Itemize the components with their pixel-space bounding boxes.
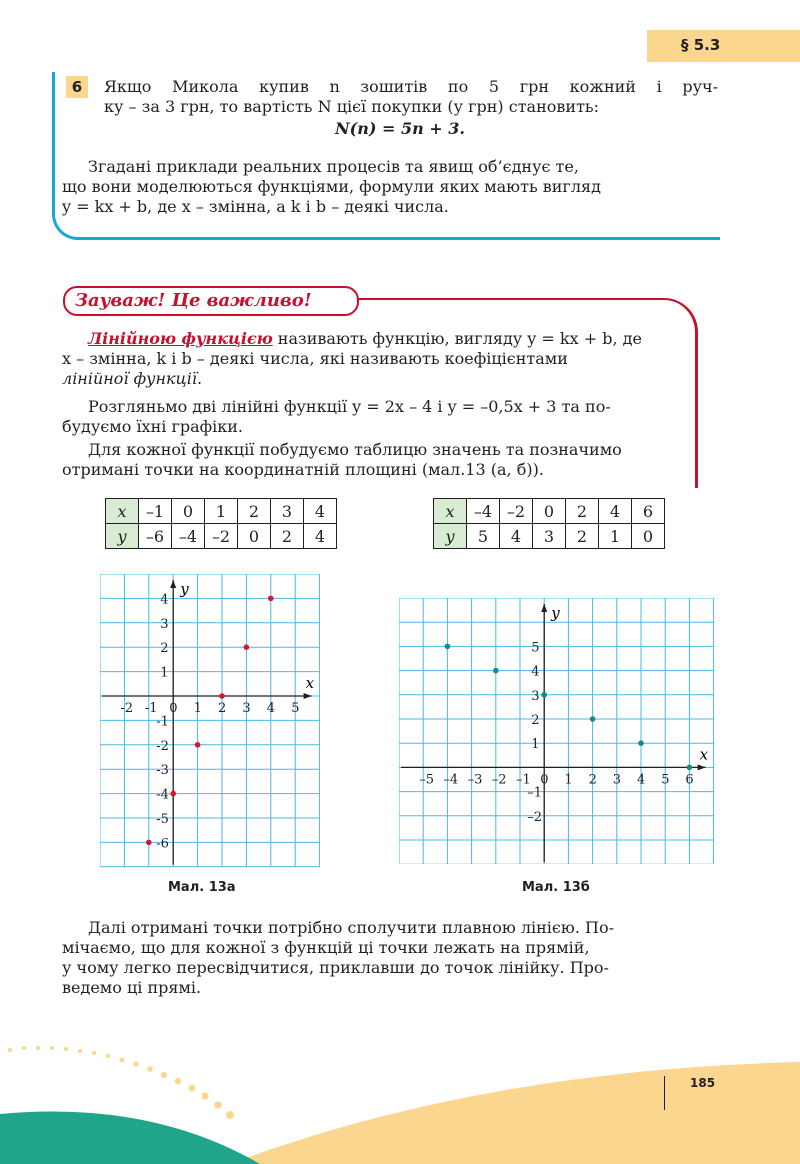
table-b-x-cell: –4: [467, 499, 500, 524]
x-tick-label: 3: [612, 772, 622, 788]
data-point: [445, 644, 451, 650]
x-tick-label: 1: [193, 701, 202, 716]
table-a-y-cell: 2: [271, 524, 304, 549]
y-tick-label: 2: [531, 713, 540, 728]
y-axis-label: y: [551, 604, 560, 622]
table-b-x-cell: 6: [632, 499, 665, 524]
x-tick-label: 4: [266, 701, 276, 716]
task-line-2: ку – за 3 грн, то вартість N цієї покупки (у грн) становить:: [104, 97, 600, 116]
footer-green-wave: [0, 1111, 260, 1164]
table-a-y-cell: 0: [238, 524, 271, 549]
data-point: [638, 740, 644, 746]
data-point: [219, 693, 225, 699]
data-point: [244, 644, 250, 650]
x-tick-label: 4: [637, 772, 646, 788]
y-tick-label: 1: [531, 737, 540, 753]
y-tick-label: 4: [531, 664, 540, 680]
page-number-divider: [664, 1076, 665, 1110]
table-a-y-cell: 4: [304, 524, 337, 549]
table-b-x-cell: 2: [566, 499, 599, 524]
data-point: [195, 742, 201, 748]
x-tick-label: 1: [564, 772, 573, 788]
graph-b: [399, 598, 715, 864]
table-a-x-cell: 3: [271, 499, 304, 524]
x-axis-label: x: [699, 745, 709, 764]
y-tick-label: –2: [527, 809, 542, 825]
data-point: [493, 668, 499, 674]
table-a-x-header: x: [106, 499, 139, 524]
x-tick-label: 3: [242, 701, 251, 716]
values-table-b: [433, 498, 665, 549]
table-b-y-header: y: [434, 524, 467, 549]
paragraph-2-line-2: будуємо їхні графіки.: [62, 417, 243, 436]
caption-graph-b: Мал. 13б: [522, 880, 590, 895]
note-title: Зауваж! Це важливо!: [63, 286, 359, 316]
x-tick-label: –4: [443, 772, 459, 788]
y-axis-arrow: [170, 580, 176, 588]
paragraph-2-line-1: Розгляньмо дві лінійні функції y = 2x – 4 і y = –0,5x + 3 та по-: [88, 397, 611, 416]
definition-line-3: лінійної функції.: [62, 369, 203, 388]
table-b-x-cell: 0: [533, 499, 566, 524]
y-tick-label: -4: [156, 787, 169, 803]
y-axis-label: y: [180, 580, 189, 598]
table-a-x-cell: –1: [139, 499, 172, 524]
closing-line-1: Далі отримані точки потрібно сполучити плавною лінією. По-: [88, 918, 614, 937]
x-tick-label: –5: [419, 772, 434, 788]
y-tick-label: -1: [156, 714, 169, 730]
definition-term: Лінійною функцією: [88, 329, 273, 348]
x-tick-label: 5: [291, 701, 300, 716]
page-number: 185: [690, 1076, 716, 1090]
table-a-y-cell: –4: [172, 524, 205, 549]
data-point: [590, 716, 596, 722]
y-tick-label: –1: [527, 785, 542, 801]
data-point: [146, 840, 152, 846]
values-table-a: [105, 498, 337, 549]
table-b-x-cell: –2: [500, 499, 533, 524]
decorative-footer: [0, 1030, 800, 1164]
y-tick-label: -2: [156, 738, 169, 754]
x-axis-arrow: [698, 764, 706, 770]
y-tick-label: 3: [531, 688, 540, 704]
x-tick-label: -1: [144, 701, 158, 716]
closing-line-3: у чому легко пересвідчитися, приклавши до точок лінійку. Про-: [62, 958, 609, 977]
y-tick-label: 4: [160, 592, 169, 608]
table-a-x-cell: 0: [172, 499, 205, 524]
x-tick-label: –1: [516, 772, 531, 788]
x-tick-label: –2: [491, 772, 507, 788]
task-para-2: що вони моделюються функціями, формули яких мають вигляд: [62, 177, 601, 196]
task-para-1: Згадані приклади реальних процесів та явищ об’єднує те,: [88, 157, 579, 176]
task-para-3: y = kx + b, де x – змінна, а k і b – деякі числа.: [62, 197, 449, 216]
x-axis-arrow: [304, 693, 312, 699]
y-tick-label: -6: [156, 836, 169, 852]
y-axis-arrow: [541, 604, 547, 612]
table-b-y-cell: 4: [500, 524, 533, 549]
x-axis-label: x: [305, 674, 315, 692]
data-point: [268, 596, 274, 602]
table-a-x-cell: 1: [205, 499, 238, 524]
definition-line-1-rest: називають функцію, вигляду y = kx + b, де: [272, 329, 642, 348]
x-tick-label: 0: [540, 772, 549, 788]
data-point: [687, 765, 693, 771]
paragraph-3-line-1: Для кожної функції побудуємо таблицю значень та позначимо: [88, 440, 622, 459]
x-tick-label: 0: [169, 701, 178, 716]
task-number: 6: [66, 76, 88, 98]
x-tick-label: 2: [588, 772, 597, 788]
table-b-x-header: x: [434, 499, 467, 524]
closing-line-2: мічаємо, що для кожної з функцій ці точки лежать на прямій,: [62, 938, 590, 957]
table-b-y-cell: 1: [599, 524, 632, 549]
footer-dots: [8, 1046, 234, 1119]
x-tick-label: 6: [685, 772, 694, 788]
table-a-y-cell: –6: [139, 524, 172, 549]
table-a-y-cell: –2: [205, 524, 238, 549]
table-a-x-cell: 4: [304, 499, 337, 524]
y-tick-label: 3: [160, 616, 169, 632]
table-b-y-cell: 5: [467, 524, 500, 549]
table-b-y-cell: 0: [632, 524, 665, 549]
y-tick-label: -3: [156, 763, 169, 779]
data-point: [541, 692, 547, 698]
table-a-y-header: y: [106, 524, 139, 549]
x-tick-label: –3: [467, 772, 483, 788]
table-b-y-cell: 2: [566, 524, 599, 549]
task-line-1: Якщо Микола купив n зошитів по 5 грн кожний і руч-: [104, 77, 718, 96]
x-tick-label: 2: [218, 701, 227, 716]
data-point: [170, 791, 176, 797]
table-a-x-cell: 2: [238, 499, 271, 524]
task-formula: N(n) = 5n + 3.: [335, 119, 465, 138]
y-tick-label: 5: [531, 640, 540, 656]
x-tick-label: 5: [661, 772, 670, 788]
table-b-x-cell: 4: [599, 499, 632, 524]
caption-graph-a: Мал. 13а: [168, 880, 236, 895]
y-tick-label: 2: [160, 641, 169, 657]
x-tick-label: -2: [120, 701, 134, 716]
y-tick-label: 1: [160, 665, 169, 681]
closing-line-4: ведемо ці прямі.: [62, 978, 202, 997]
section-label: § 5.3: [647, 30, 800, 62]
definition-line-1: [88, 329, 718, 349]
table-b-y-cell: 3: [533, 524, 566, 549]
definition-line-2: x – змінна, k і b – деякі числа, які називають коефіцієнтами: [62, 349, 568, 368]
graph-a: [100, 574, 320, 870]
y-tick-label: -5: [156, 812, 169, 827]
paragraph-3-line-2: отримані точки на координатній площині (мал.13 (а, б)).: [62, 460, 544, 479]
